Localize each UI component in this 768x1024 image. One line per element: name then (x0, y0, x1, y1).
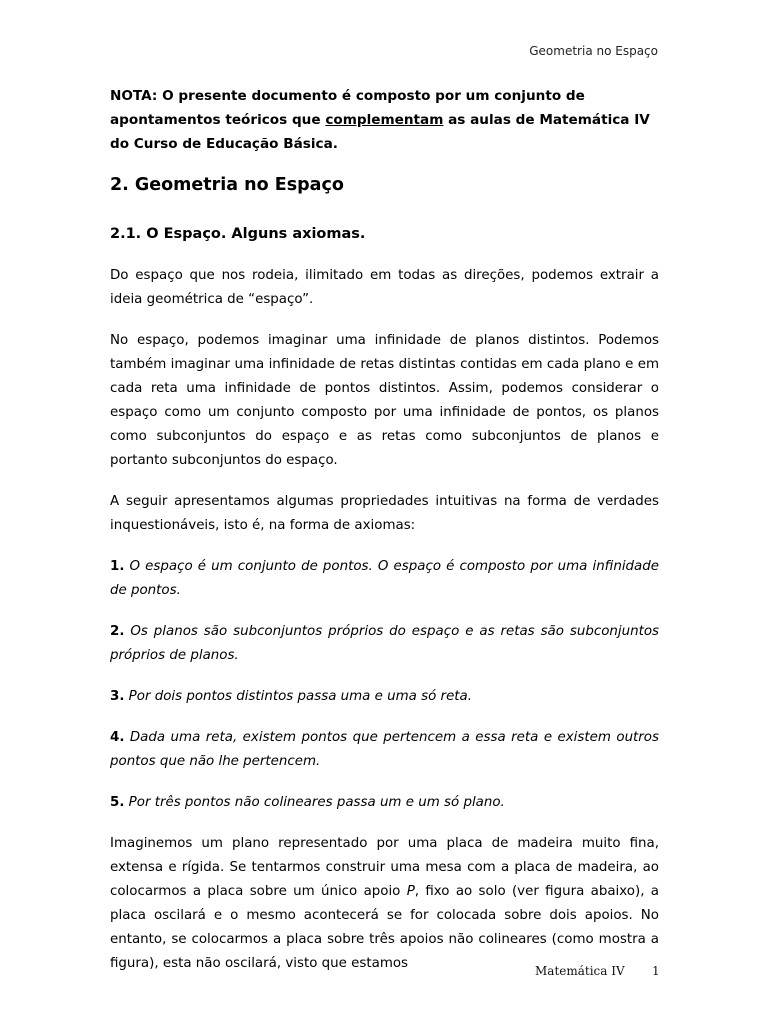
paragraph-2: No espaço, podemos imaginar uma infinidade de planos distintos. Podemos também imaginar uma infinidade de retas distintas contidas em cada plano e em cada reta uma infinidade de pontos distintos. Assim, podemos considerar o espaço como um conjunto composto por uma infinidade de pontos, os planos como subconjuntos do espaço e as retas como subconjuntos de planos e portanto subconjuntos do espaço. (110, 333, 659, 468)
axiom-2 (110, 620, 659, 668)
point-p-label: P (406, 884, 415, 899)
axiom-1-text: O espaço é um conjunto de pontos. O espaço é composto por uma infinidade de pontos. (110, 559, 659, 598)
axiom-3-number: 3. (110, 689, 125, 704)
axiom-5 (110, 791, 659, 815)
paragraph-3: A seguir apresentamos algumas propriedades intuitivas na forma de verdades inquestionáveis, isto é, na forma de axiomas: (110, 494, 659, 533)
subsection-title: 2.1. O Espaço. Alguns axiomas. (110, 226, 366, 242)
axiom-5-number: 5. (110, 795, 125, 810)
axiom-3-text: Por dois pontos distintos passa uma e uma só reta. (128, 689, 473, 704)
note-emphasis: complementam (325, 112, 444, 128)
axiom-1-number: 1. (110, 559, 125, 574)
closing-part-1: Imaginemos um plano representado por uma placa de madeira muito fina, extensa e rígida. Se tentarmos construir uma mesa com a placa de madeira, ao colocarmos a placa sobre um único apoio (110, 836, 659, 899)
axiom-3 (110, 685, 659, 709)
note-prefix: NOTA: O presente documento é composto por um conjunto de apontamentos teóricos que (110, 88, 585, 128)
axiom-4-number: 4. (110, 730, 125, 745)
page-content (110, 84, 659, 976)
note-paragraph (110, 84, 659, 156)
page-number: 1 (652, 964, 660, 978)
closing-paragraph (110, 832, 659, 976)
axiom-2-number: 2. (110, 624, 125, 639)
section-title: 2. Geometria no Espaço (110, 175, 344, 195)
paragraph-1: Do espaço que nos rodeia, ilimitado em todas as direções, podemos extrair a ideia geométrica de “espaço”. (110, 268, 659, 307)
axiom-4-text: Dada uma reta, existem pontos que pertencem a essa reta e existem outros pontos que não lhe pertencem. (110, 730, 659, 769)
axiom-1 (110, 555, 659, 603)
footer-title: Matemática IV (535, 964, 625, 978)
note-suffix: as aulas de Matemática IV do Curso de Educação Básica. (110, 112, 650, 152)
axiom-4 (110, 726, 659, 774)
axiom-5-text: Por três pontos não colineares passa um e um só plano. (128, 795, 505, 810)
running-header: Geometria no Espaço (529, 44, 658, 58)
axiom-2-text: Os planos são subconjuntos próprios do espaço e as retas são subconjuntos próprios de planos. (110, 624, 659, 663)
closing-part-2: , fixo ao solo (ver figura abaixo), a placa oscilará e o mesmo acontecerá se for colocada sobre dois apoios. No entanto, se colocarmos a placa sobre três apoios não colineares (como mostra a figura), esta não oscilará, visto que estamos (110, 884, 659, 971)
